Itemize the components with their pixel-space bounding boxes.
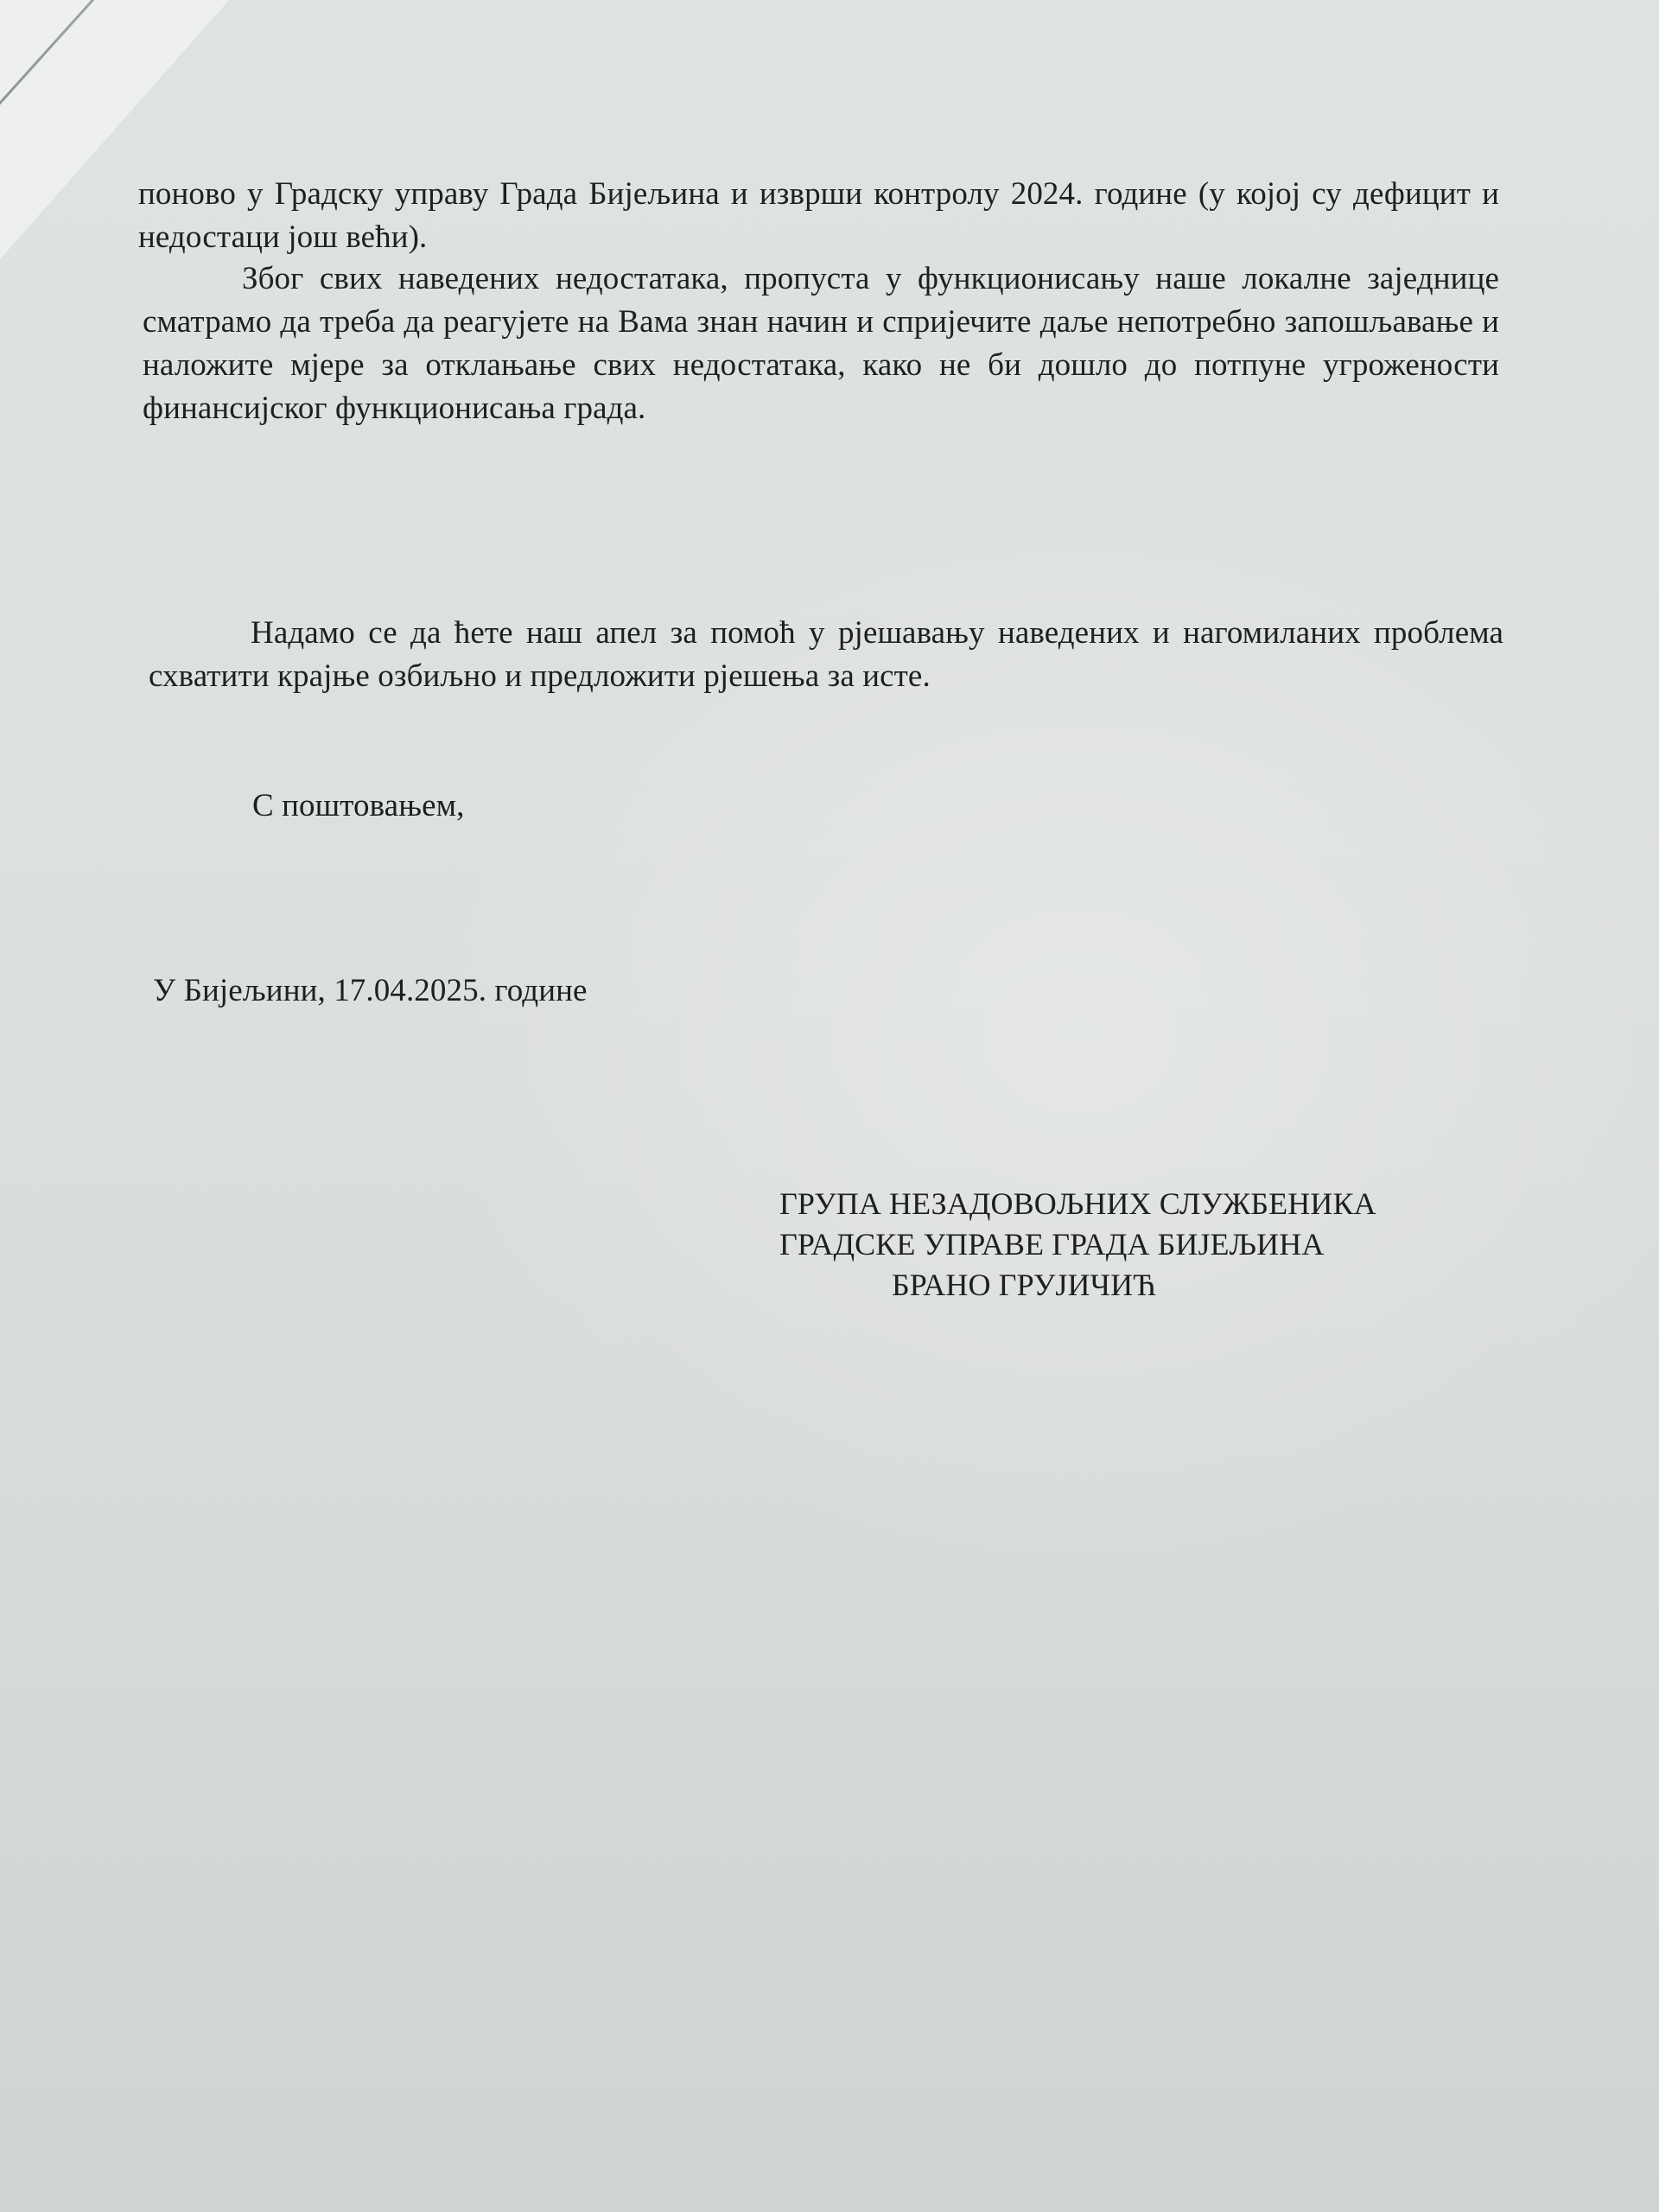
signatory-name: БРАНО ГРУЈИЧИЋ (892, 1268, 1156, 1302)
signature-line-2: ГРАДСКЕ УПРАВЕ ГРАДА БИЈЕЉИНА (779, 1227, 1325, 1262)
closing-salutation: С поштовањем, (252, 788, 465, 823)
signature-block (779, 1184, 1376, 1306)
paragraph-1: поново у Градску управу Града Бијељина и изврши контролу 2024. године (у којој су дефицит и недостаци још већи). (138, 176, 1499, 255)
paragraph-2: Због свих наведених недостатака, пропуста у функционисању наше локалне заједнице сматрамо да треба да реагујете на Вама знан начин и спријечите даље непотребно запошљавање и наложите мјере за отклањање свих недостатака, како не би дошло до потпуне угрожености финансијског функционисања града. (143, 261, 1499, 426)
place-and-date: У Бијељини, 17.04.2025. године (153, 973, 588, 1008)
signature-line-1: ГРУПА НЕЗАДОВОЉНИХ СЛУЖБЕНИКА (779, 1186, 1376, 1221)
paragraph-3: Надамо се да ћете наш апел за помоћ у рјешавању наведених и нагомиланих проблема схватити крајње озбиљно и предложити рјешења за исте. (149, 615, 1503, 694)
